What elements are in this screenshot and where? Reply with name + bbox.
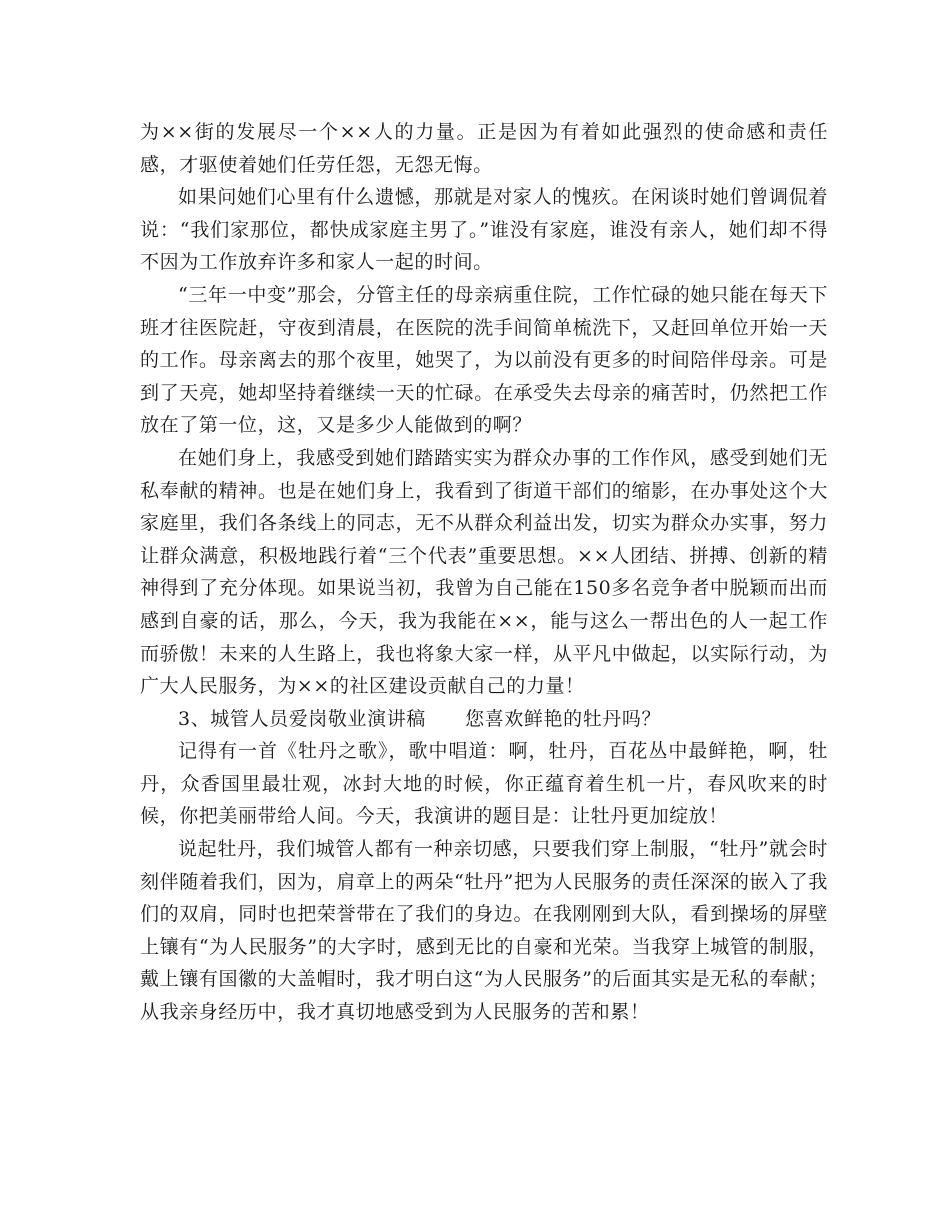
document-body	[140, 116, 828, 1029]
paragraph-3: “三年一中变”那会，分管主任的母亲病重住院，工作忙碌的她只能在每天下班才往医院赶，守夜到清晨，在医院的洗手间简单梳洗下，又赶回单位开始一天的工作。母亲离去的那个夜里，她哭了，为以前没有更多的时间陪伴母亲。可是到了天亮，她却坚持着继续一天的忙碌。在承受失去母亲的痛苦时，仍然把工作放在了第一位，这，又是多少人能做到的啊？	[140, 283, 828, 437]
paragraph-2: 如果问她们心里有什么遗憾，那就是对家人的愧疚。在闲谈时她们曾调侃着说：“我们家那位，都快成家庭主男了。”谁没有家庭，谁没有亲人，她们却不得不因为工作放弃许多和家人一起的时间。	[140, 186, 828, 274]
paragraph-6: 记得有一首《牡丹之歌》，歌中唱道：啊，牡丹，百花丛中最鲜艳，啊，牡丹，众香国里最壮观，冰封大地的时候，你正蕴育着生机一片，春风吹来的时候，你把美丽带给人间。今天，我演讲的题目是：让牡丹更加绽放！	[140, 740, 828, 828]
paragraph-7: 说起牡丹，我们城管人都有一种亲切感，只要我们穿上制服，“牡丹”就会时刻伴随着我们，因为，肩章上的两朵“牡丹”把为人民服务的责任深深的嵌入了我们的双肩，同时也把荣誉带在了我们的身边。在我刚刚到大队，看到操场的屏壁上镶有“为人民服务”的大字时，感到无比的自豪和光荣。当我穿上城管的制服，戴上镶有国徽的大盖帽时，我才明白这“为人民服务”的后面其实是无私的奉献；从我亲身经历中，我才真切地感受到为人民服务的苦和累！	[140, 838, 828, 1024]
section-heading: 3、城管人员爱岗敬业演讲稿 您喜欢鲜艳的牡丹吗？	[178, 707, 662, 730]
paragraph-1: 为××街的发展尽一个××人的力量。正是因为有着如此强烈的使命感和责任感，才驱使着她们任劳任怨，无怨无悔。	[140, 121, 828, 176]
paragraph-4: 在她们身上，我感受到她们踏踏实实为群众办事的工作作风，感受到她们无私奉献的精神。也是在她们身上，我看到了街道干部们的缩影，在办事处这个大家庭里，我们各条线上的同志，无不从群众利益出发，切实为群众办实事，努力让群众满意，积极地践行着“三个代表”重要思想。××人团结、拼搏、创新的精神得到了充分体现。如果说当初，我曾为自己能在150多名竞争者中脱颖而出而感到自豪的话，那么，今天，我为我能在××，能与这么一帮出色的人一起工作而骄傲！未来的人生路上，我也将象大家一样，从平凡中做起，以实际行动，为广大人民服务，为××的社区建设贡献自己的力量！	[140, 446, 828, 698]
